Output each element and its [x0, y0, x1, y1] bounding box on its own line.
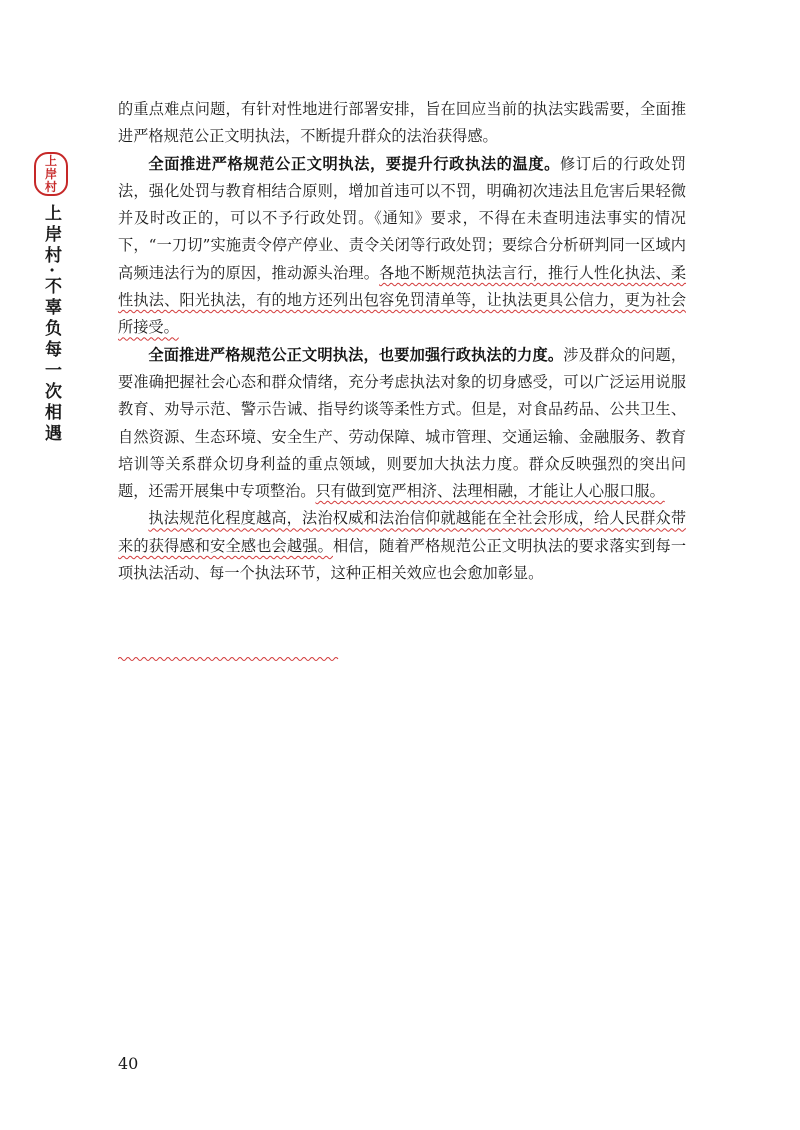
seal-char: 上: [44, 153, 57, 168]
brand-slogan: 上岸村·不辜负每一次相遇: [41, 204, 61, 445]
seal-char: 岸: [44, 166, 57, 181]
paragraph-text: 相信，随着严格规范公正文明执法的要求落实到每一项执法活动、每一个执法环节，这种正相关效应也会愈加彰显。: [118, 536, 687, 583]
paragraph-strength: [118, 342, 686, 506]
paragraph-text: 涉及群众的问题，要准确把握社会心态和群众情绪，充分考虑执法对象的切身感受，可以广泛运用说服教育、劝导示范、警示告诫、指导约谈等柔性方式。但是，对食品药品、公共卫生、自然资源、生态环境、安全生产、劳动保障、城市管理、交通运输、金融服务、教育培训等关系群众切身利益的重点领域，则要加大执法力度。群众反映强烈的突出问题，还需开展集中专项整治。: [118, 345, 687, 501]
seal-char: 村: [44, 179, 57, 194]
wavy-line: [118, 658, 338, 661]
paragraph-lead-bold: 全面推进严格规范公正文明执法，也要加强行政执法的力度。: [148, 345, 564, 364]
marked-sentence: 各地不断规范执法言行，推行人性化执法、柔性执法、阳光执法，有的地方还列出包容免罚清单等，让执法更具公信力，更为社会所接受。: [118, 263, 687, 337]
brand-column: [34, 152, 74, 445]
paragraph-text: 修订后的行政处罚法，强化处罚与教育相结合原则，增加首违可以不罚，明确初次违法且危害后果轻微并及时改正的，可以不予行政处罚。《通知》要求，不得在未查明违法事实的情况下，“一刀切”实施责令停产停业、责令关闭等行政处罚；要综合分析研判同一区域内高频违法行为的原因，推动源头治理。: [118, 154, 687, 282]
paragraph-conclusion: [118, 505, 686, 587]
paragraph-lead-bold: 全面推进严格规范公正文明执法，要提升行政执法的温度。: [148, 154, 560, 173]
article-body: [118, 96, 686, 587]
marked-sentence: 执法规范化程度越高，法治权威和法治信仰就越能在全社会形成，给人民群众带来的获得感和安全感也会越强。: [118, 509, 686, 555]
page-number: 40: [118, 1054, 139, 1073]
wavy-underline-mark: [118, 656, 340, 662]
paragraph-text: 的重点难点问题，有针对性地进行部署安排，旨在回应当前的执法实践需要，全面推进严格规范公正文明执法，不断提升群众的法治获得感。: [118, 100, 686, 146]
paragraph-continued: [118, 96, 686, 151]
brand-seal-logo: [34, 152, 68, 196]
paragraph-temperature: [118, 151, 686, 342]
marked-sentence: 只有做到宽严相济、法理相融，才能让人心服口服。: [315, 482, 665, 501]
